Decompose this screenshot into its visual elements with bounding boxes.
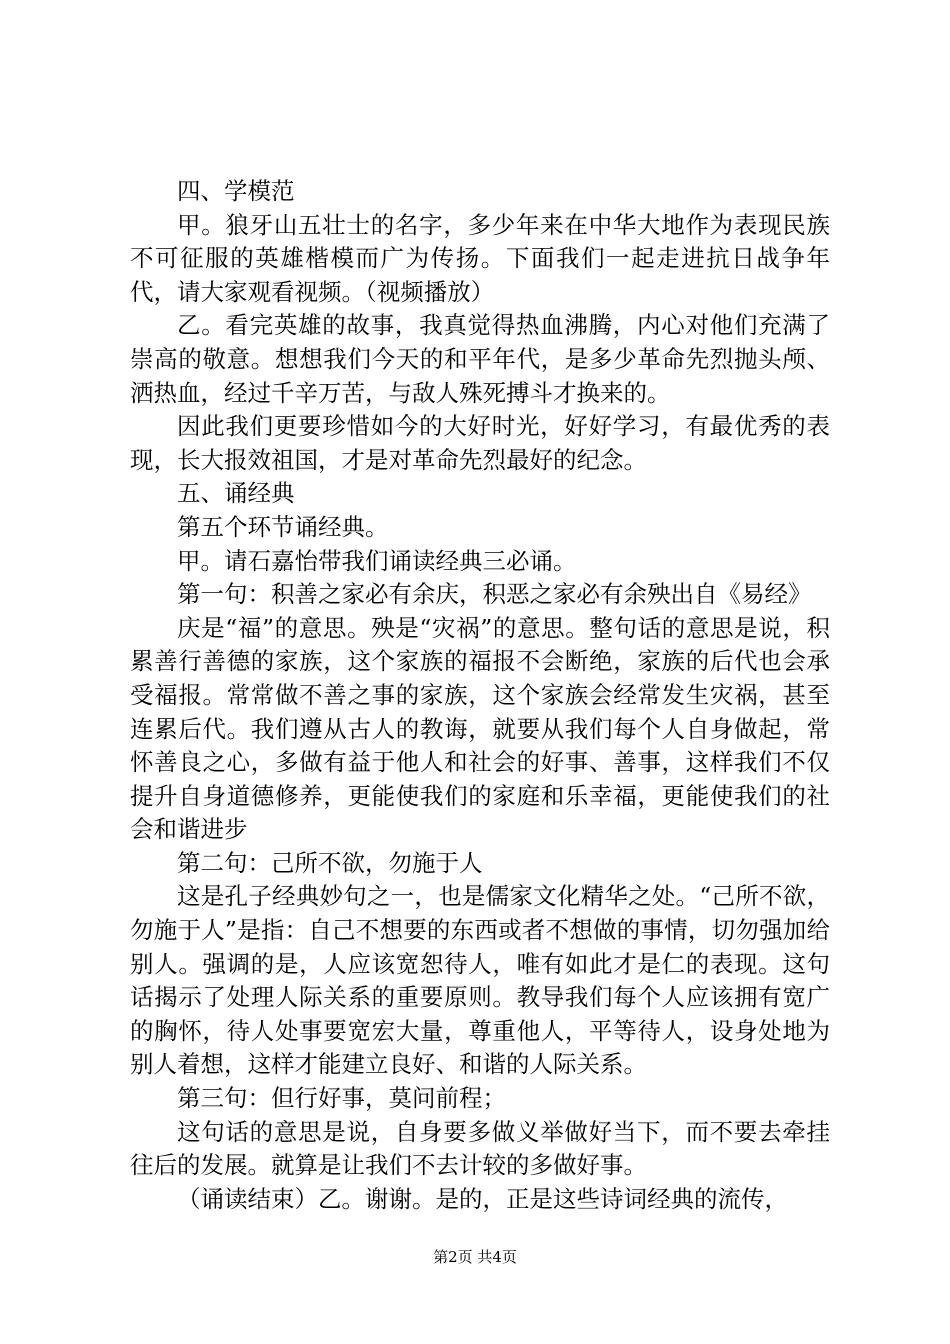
paragraph: 甲。狼牙山五壮士的名字，多少年来在中华大地作为表现民族不可征服的英雄楷模而广为传扬。下面我们一起走进抗日战争年代，请大家观看视频。（视频播放） — [130, 210, 830, 306]
paragraph: 甲。请石嘉怡带我们诵读经典三必诵。 — [177, 546, 577, 575]
quote-line-2: 第二句：己所不欲，勿施于人 — [177, 848, 483, 877]
paragraph: 庆是“福”的意思。殃是“灾祸”的意思。整句话的意思是说，积累善行善德的家族，这个家族的福报不会断绝，家族的后代也会承受福报。常常做不善之事的家族，这个家族会经常发生灾祸，甚至连累后代。我们遵从古人的教诲，就要从我们每个人自身做起，常怀善良之心，多做有益于他人和社会的好事、善事，这样我们不仅提升自身道德修养，更能使我们的家庭和乐幸福，更能使我们的社会和谐进步 — [130, 613, 830, 844]
paragraph: 因此我们更要珍惜如今的大好时光，好好学习，有最优秀的表现，长大报效祖国，才是对革命先烈最好的纪念。 — [130, 412, 830, 474]
paragraph: 第五个环节诵经典。 — [177, 512, 389, 541]
paragraph: 这是孔子经典妙句之一，也是儒家文化精华之处。“己所不欲，勿施于人”是指：自己不想要的东西或者不想做的事情，切勿强加给别人。强调的是，人应该宽恕待人，唯有如此才是仁的表现。这句话揭示了处理人际关系的重要原则。教导我们每个人应该拥有宽广的胸怀，待人处事要宽宏大量，尊重他人，平等待人，设身处地为别人着想，这样才能建立良好、和谐的人际关系。 — [130, 882, 830, 1079]
section-heading-recite-classics: 五、诵经典 — [177, 479, 295, 508]
paragraph: 乙。看完英雄的故事，我真觉得热血沸腾，内心对他们充满了崇高的敬意。想想我们今天的和平年代，是多少革命先烈抛头颅、洒热血，经过千辛万苦，与敌人殊死搏斗才换来的。 — [130, 311, 830, 407]
document-body — [130, 175, 830, 1216]
paragraph: 这句话的意思是说，自身要多做义举做好当下，而不要去牵挂往后的发展。就算是让我们不去计较的多做好事。 — [130, 1117, 830, 1180]
paragraph: （诵读结束）乙。谢谢。是的，正是这些诗词经典的流传， — [177, 1184, 788, 1213]
quote-line-3: 第三句：但行好事，莫问前程； — [177, 1084, 506, 1113]
quote-line-1: 第一句：积善之家必有余庆，积恶之家必有余殃出自《易经》 — [177, 580, 812, 609]
page-footer: 第2页 共4页 — [433, 1248, 517, 1266]
section-heading-learn-models: 四、学模范 — [177, 177, 295, 205]
